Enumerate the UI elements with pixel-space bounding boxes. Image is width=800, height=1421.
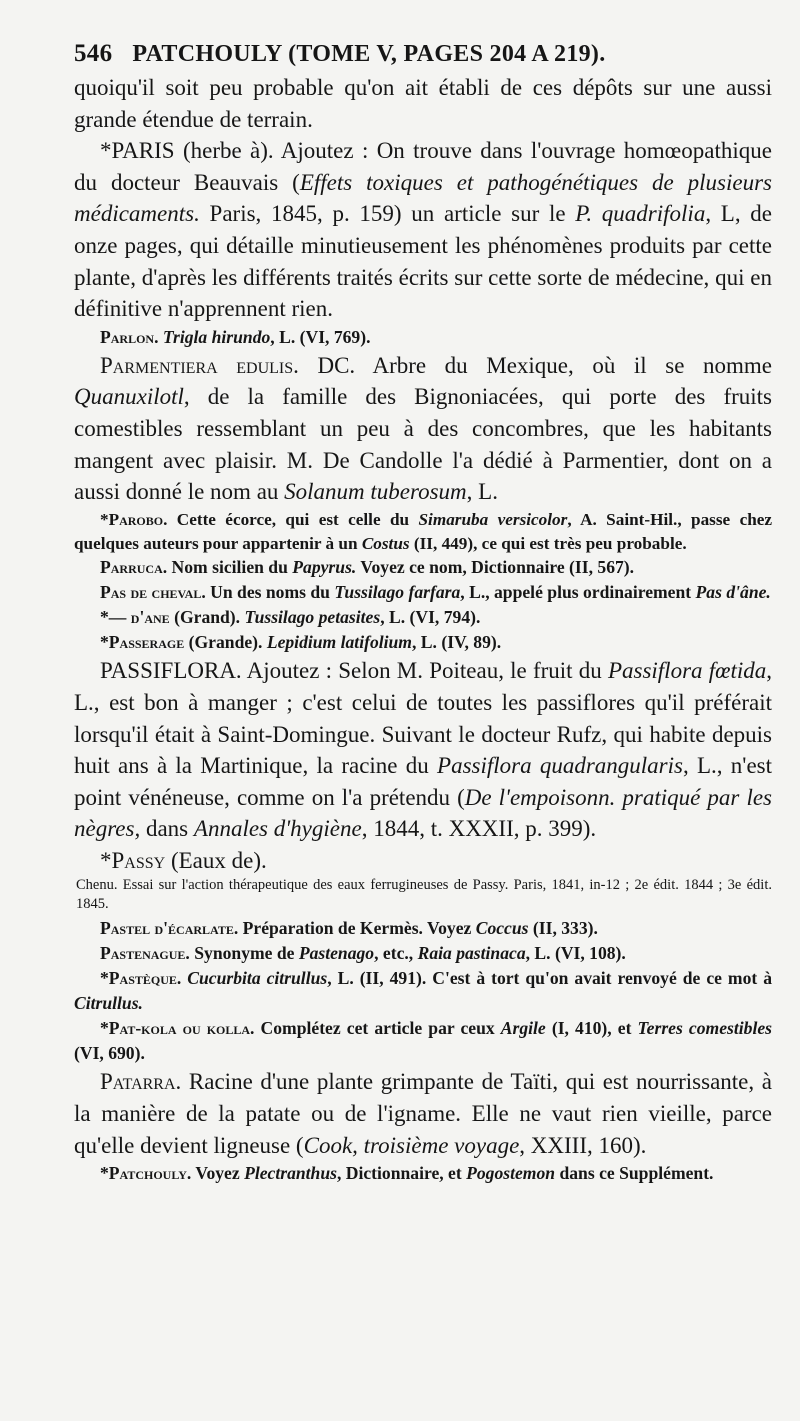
- entry-pas-de-cheval: Pas de cheval. Un des noms du Tussilago farfara, L., appelé plus ordinairement Pas d'âne.: [100, 582, 771, 603]
- header-title: PATCHOULY (TOME V, PAGES 204 A 219).: [132, 41, 606, 67]
- entry-passy: *Passy (Eaux de).: [100, 847, 267, 873]
- entry-pat-kola: *Pat-kola ou kolla. Complétez cet article par ceux Argile (I, 410), et Terres comestibles (VI, 690).: [74, 1018, 772, 1064]
- entry-continuation: quoiqu'il soit peu probable qu'on ait établi de ces dépôts sur une aussi grande étendue de terrain.: [74, 75, 772, 132]
- header-range: (TOME V, PAGES 204 A 219).: [288, 41, 606, 67]
- entry-parruca: Parruca. Nom sicilien du Papyrus. Voyez ce nom, Dictionnaire (II, 567).: [100, 557, 635, 578]
- citation-passy: Chenu. Essai sur l'action thérapeutique des eaux ferrugineuses de Passy. Paris, 1841, in-12 ; 2e édit. 1844 ; 3e édit. 1845.: [76, 877, 772, 913]
- entry-pastenague: Pastenague. Synonyme de Pastenago, etc., Raia pastinaca, L. (VI, 108).: [100, 943, 626, 964]
- entry-parobo: *Parobo. Cette écorce, qui est celle du Simaruba versicolor, A. Saint-Hil., passe chez quelques auteurs pour appartenir à un Costus (II, 449), ce qui est très peu probable.: [74, 509, 773, 553]
- running-header: [74, 40, 772, 68]
- entry-paris: *PARIS (herbe à). Ajoutez : On trouve dans l'ouvrage homœopathique du docteur Beauvais (Effets toxiques et pathogénétiques de plusieurs médicaments. Paris, 1845, p. 159) un article sur le P. quadrifolia, L, de onze pages, qui détaille minutieusement les phénomènes produits par cette plante, d'après les différents traités écrits sur cette sorte de médecine, qui en définitive n'apprennent rien.: [74, 138, 773, 322]
- page-number: 546: [74, 40, 113, 67]
- entry-passiflora: PASSIFLORA. Ajoutez : Selon M. Poiteau, le fruit du Passiflora fœtida, L., est bon à manger ; c'est celui de toutes les passiflores qu'il préférait lorsqu'il était à Saint-Domingue. Suivant le docteur Rufz, qui habite depuis huit ans à la Martinique, la racine du Passiflora quadrangularis, L., n'est point vénéneuse, comme on l'a prétendu (De l'empoisonn. pratiqué par les nègres, dans Annales d'hygiène, 1844, t. XXXII, p. 399).: [74, 658, 772, 842]
- entry-patarra: Patarra. Racine d'une plante grimpante de Taïti, qui est nourrissante, à la manière de la patate ou de l'igname. Elle ne vaut rien vieille, parce qu'elle devient ligneuse (Cook, troisième voyage, XXIII, 160).: [74, 1069, 772, 1158]
- entry-pasteque: *Pastèque. Cucurbita citrullus, L. (II, 491). C'est à tort qu'on avait renvoyé de ce mot à Citrullus.: [74, 968, 773, 1014]
- entry-parmentiera: Parmentiera edulis. DC. Arbre du Mexique, où il se nomme Quanuxilotl, de la famille des Bignoniacées, qui porte des fruits comestibles ressemblant un peu à des concombres, que les habitants mangent avec plaisir. M. De Candolle l'a dédié à Parmentier, dont on a aussi donné le nom au Solanum tuberosum, L.: [74, 352, 772, 505]
- entry-pas-d-ane: *— d'ane (Grand). Tussilago petasites, L. (VI, 794).: [100, 607, 481, 628]
- entry-patchouly: *Patchouly. Voyez Plectranthus, Dictionnaire, et Pogostemon dans ce Supplément.: [100, 1163, 714, 1184]
- entry-passerage: *Passerage (Grande). Lepidium latifolium, L. (IV, 89).: [100, 632, 502, 653]
- entry-parlon: Parlon. Trigla hirundo, L. (VI, 769).: [100, 326, 371, 347]
- entry-pastel: Pastel d'écarlate. Préparation de Kermès. Voyez Coccus (II, 333).: [100, 918, 598, 939]
